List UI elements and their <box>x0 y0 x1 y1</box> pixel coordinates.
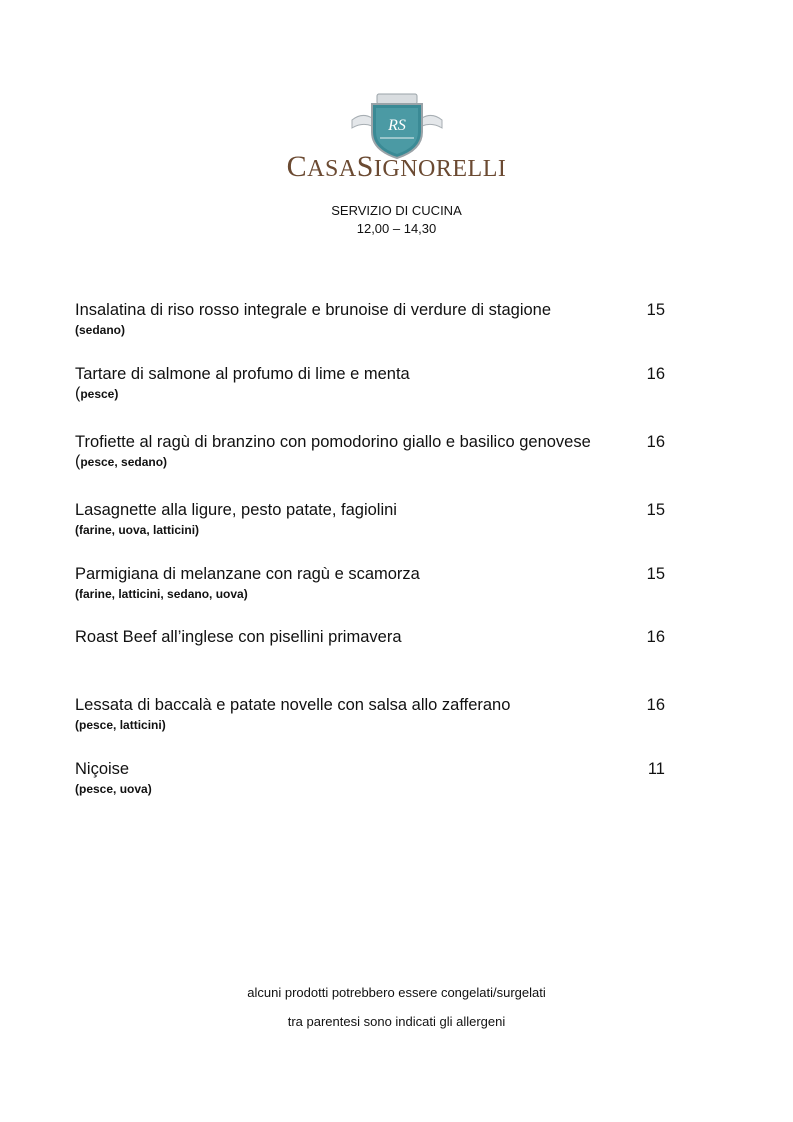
dish-name: Insalatina di riso rosso integrale e brunoise di verdure di stagione <box>75 301 552 319</box>
menu-item <box>75 364 695 402</box>
menu-item <box>75 695 695 733</box>
service-info <box>0 202 793 238</box>
dish-allergens: (sedano) <box>75 323 126 337</box>
menu-item <box>75 432 695 470</box>
menu-item <box>75 564 695 602</box>
dish-allergens: (pesce) <box>75 385 119 402</box>
dish-price: 15 <box>646 501 665 519</box>
dish-name: Trofiette al ragù di branzino con pomodorino giallo e basilico genovese <box>75 433 591 451</box>
dish-name: Lessata di baccalà e patate novelle con salsa allo zafferano <box>75 696 511 714</box>
service-hours: 12,00 – 14,30 <box>356 221 437 236</box>
dish-name: Roast Beef all’inglese con pisellini primavera <box>75 628 402 646</box>
brand-name: CASASIGNORELLI <box>286 150 507 183</box>
dish-allergens: (pesce, latticini) <box>75 718 166 732</box>
dish-allergens: (farine, latticini, sedano, uova) <box>75 587 248 601</box>
dish-name: Lasagnette alla ligure, pesto patate, fagiolini <box>75 501 397 519</box>
footer-frozen-note: alcuni prodotti potrebbero essere congelati/surgelati <box>247 985 546 1000</box>
dish-name: Niçoise <box>75 760 130 778</box>
logo-monogram: RS <box>387 117 406 134</box>
dish-allergens: (farine, uova, latticini) <box>75 523 200 537</box>
dish-price: 16 <box>646 628 665 646</box>
dish-allergens: (pesce, uova) <box>75 782 152 796</box>
dish-price: 16 <box>646 696 665 714</box>
menu-item <box>75 300 695 338</box>
service-title: SERVIZIO DI CUCINA <box>331 203 462 218</box>
menu-item <box>75 759 695 797</box>
footer-allergen-note: tra parentesi sono indicati gli allergeni <box>287 1014 506 1029</box>
menu-item <box>75 500 695 538</box>
dish-name: Parmigiana di melanzane con ragù e scamorza <box>75 565 420 583</box>
dish-price: 16 <box>646 433 665 451</box>
dish-name: Tartare di salmone al profumo di lime e menta <box>75 365 410 383</box>
dish-price: 15 <box>646 565 665 583</box>
dish-price: 15 <box>646 301 665 319</box>
menu-item <box>75 627 695 647</box>
dish-price: 11 <box>647 760 665 778</box>
dish-allergens: (pesce, sedano) <box>75 453 168 470</box>
dish-price: 16 <box>646 365 665 383</box>
